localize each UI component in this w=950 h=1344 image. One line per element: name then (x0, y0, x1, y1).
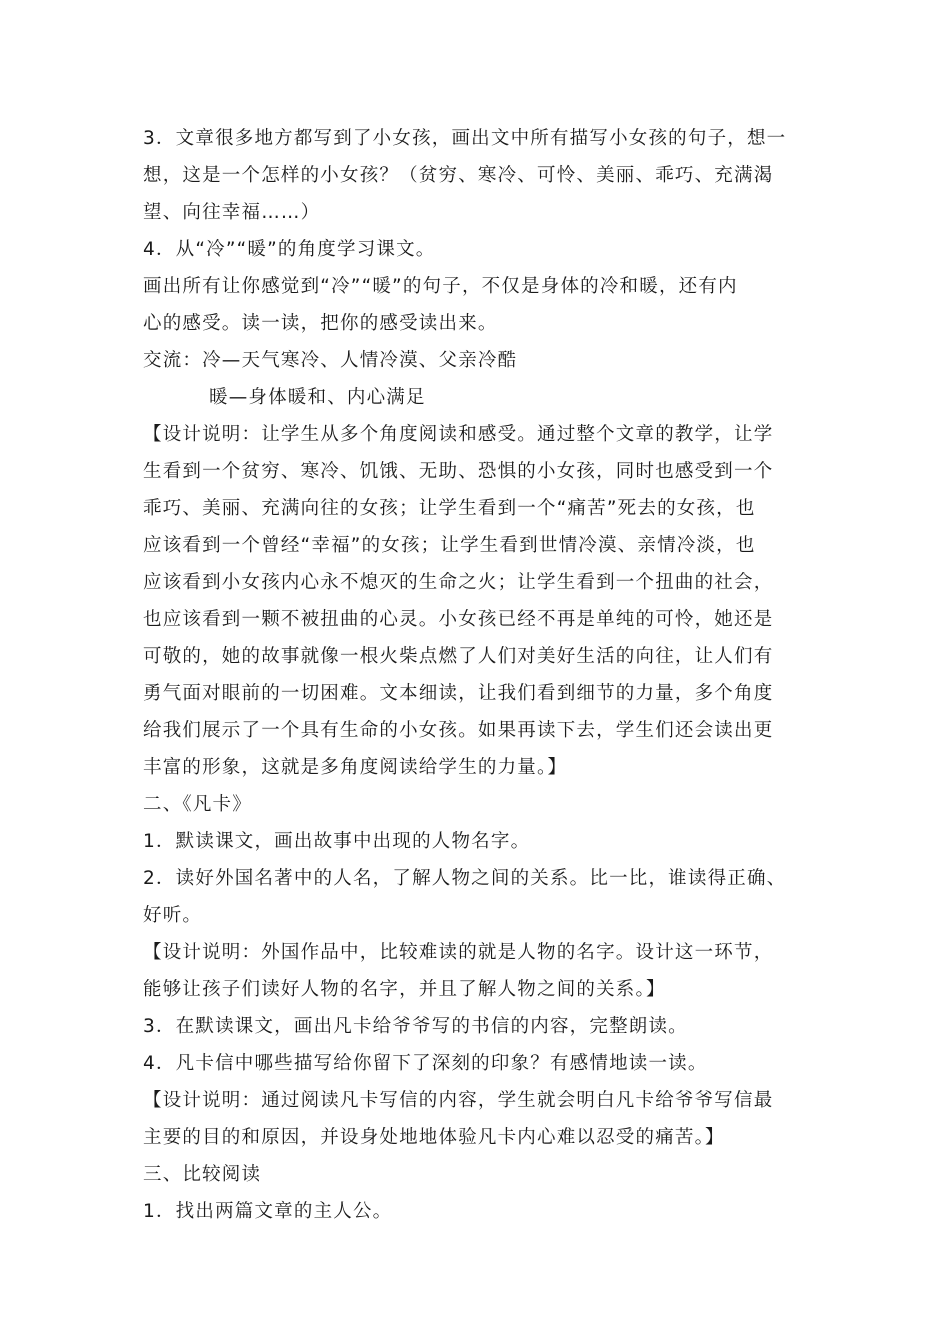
text-line: 好听。 (143, 905, 203, 926)
text-line: 交流：冷—天气寒冷、人情冷漠、父亲冷酷 (143, 350, 518, 371)
section-heading: 三、比较阅读 (143, 1164, 262, 1185)
text-line: 想，这是一个怎样的小女孩？（贫穷、寒冷、可怜、美丽、乖巧、充满渴 (143, 165, 774, 186)
text-line: 勇气面对眼前的一切困难。文本细读，让我们看到细节的力量，多个角度 (143, 683, 774, 704)
text-line: 可敬的，她的故事就像一根火柴点燃了人们对美好生活的向往，让人们有 (143, 646, 774, 667)
text-line: 乖巧、美丽、充满向往的女孩；让学生看到一个“痛苦”死去的女孩，也 (143, 498, 756, 519)
text-line: 给我们展示了一个具有生命的小女孩。如果再读下去，学生们还会读出更 (143, 720, 774, 741)
text-line: 1．找出两篇文章的主人公。 (143, 1201, 393, 1222)
text-line: 4．从“冷”“暖”的角度学习课文。 (143, 239, 436, 260)
text-line: 1．默读课文，画出故事中出现的人物名字。 (143, 831, 531, 852)
text-line: 2．读好外国名著中的人名，了解人物之间的关系。比一比，谁读得正确、 (143, 868, 787, 889)
text-line: 【设计说明：让学生从多个角度阅读和感受。通过整个文章的教学，让学 (143, 424, 774, 445)
text-line: 画出所有让你感觉到“冷”“暖”的句子，不仅是身体的冷和暖，还有内 (143, 276, 738, 297)
text-line: 望、向往幸福……） (143, 202, 321, 223)
text-line: 应该看到一个曾经“幸福”的女孩；让学生看到世情冷漠、亲情冷淡，也 (143, 535, 756, 556)
document-body (143, 120, 811, 1230)
text-line: 3．在默读课文，画出凡卡给爷爷写的书信的内容，完整朗读。 (143, 1016, 688, 1037)
text-line: 生看到一个贫穷、寒冷、饥饿、无助、恐惧的小女孩，同时也感受到一个 (143, 461, 774, 482)
text-line: 【设计说明：外国作品中，比较难读的就是人物的名字。设计这一环节， (143, 942, 774, 963)
text-line: 也应该看到一颗不被扭曲的心灵。小女孩已经不再是单纯的可怜，她还是 (143, 609, 774, 630)
text-line: 丰富的形象，这就是多角度阅读给学生的力量。】 (143, 757, 568, 778)
text-line: 心的感受。读一读，把你的感受读出来。 (143, 313, 498, 334)
text-line: 应该看到小女孩内心永不熄灭的生命之火；让学生看到一个扭曲的社会， (143, 572, 774, 593)
text-line: 3．文章很多地方都写到了小女孩，画出文中所有描写小女孩的句子，想一 (143, 128, 787, 149)
section-heading: 二、《凡卡》 (143, 794, 252, 815)
text-line: 【设计说明：通过阅读凡卡写信的内容，学生就会明白凡卡给爷爷写信最 (143, 1090, 774, 1111)
text-line: 能够让孩子们读好人物的名字，并且了解人物之间的关系。】 (143, 979, 666, 1000)
text-line: 4．凡卡信中哪些描写给你留下了深刻的印象？有感情地读一读。 (143, 1053, 708, 1074)
text-line: 主要的目的和原因，并设身处地地体验凡卡内心难以忍受的痛苦。】 (143, 1127, 725, 1148)
text-line: 暖—身体暖和、内心满足 (209, 387, 426, 408)
